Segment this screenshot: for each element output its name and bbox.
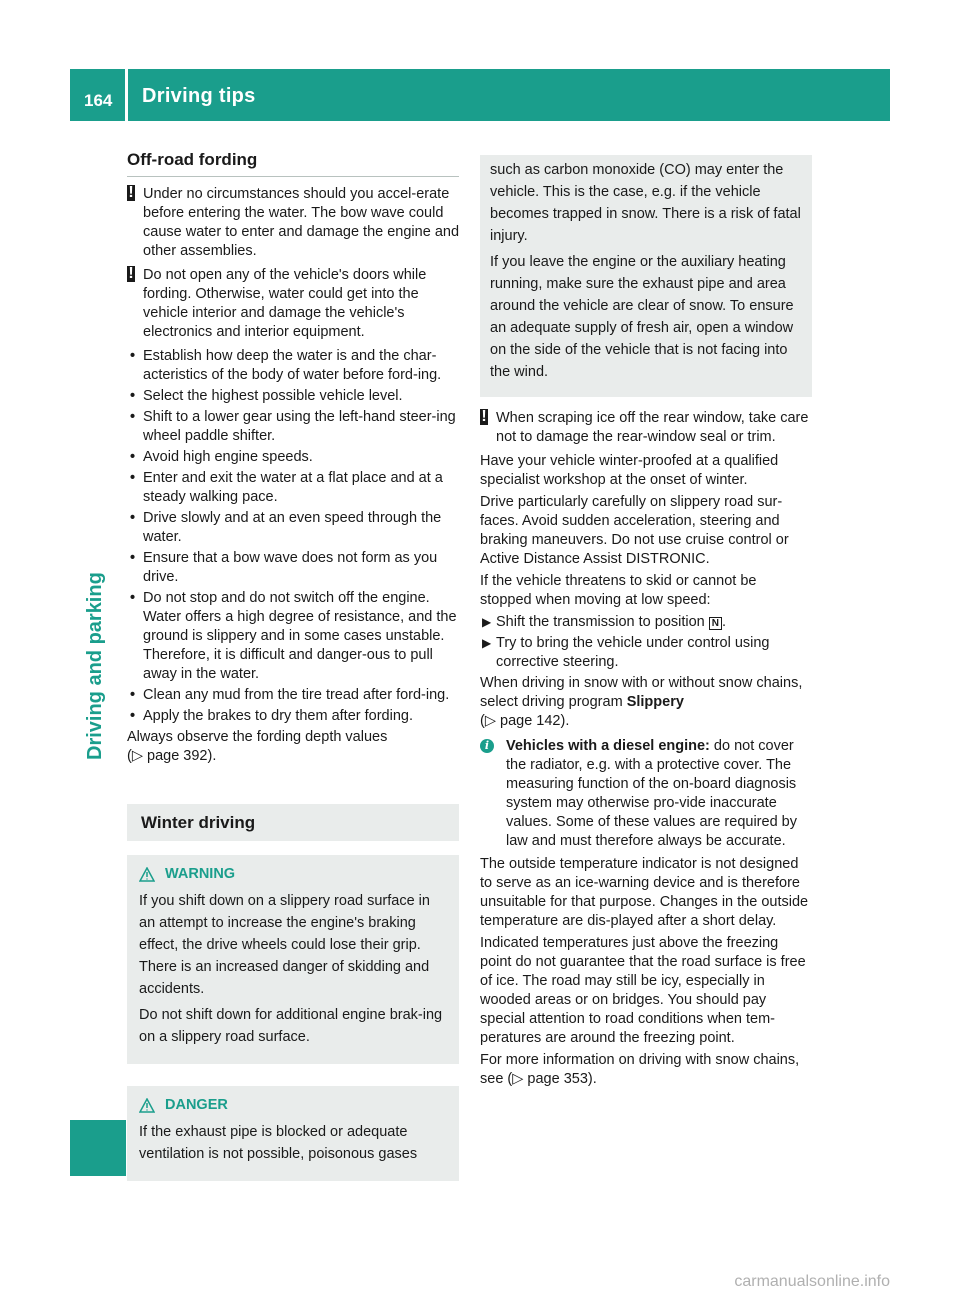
note-item: ! Under no circumstances should you accel-erate before entering the water. The bow wave could cause water to enter and damage the engine and other assemblies. [128,184,460,259]
side-tab-block [70,1120,126,1176]
exclamation-icon: ! [128,265,134,282]
step-item: ▶ Shift the transmission to position N . [482,614,727,630]
right-column [480,155,812,1092]
page-reference-link[interactable]: (▷ page 392). [127,748,217,764]
chapter-title: Driving tips [142,85,256,107]
arrow-icon: ▶ [482,636,492,650]
note-item: ! Do not open any of the vehicle's doors while fording. Otherwise, water could get into the vehicle interior and damage the vehicle's electronics and interior equipment. [128,265,427,340]
gear-n-symbol: N [709,617,722,630]
info-note: i Vehicles with a diesel engine: do not cover the radiator, e.g. with a protective cover. The measuring function of the on-board diagnosis system may otherwise pro-vide inaccurate values. Some of these values are required by law and must therefore always be accurate. [480,737,812,851]
list-item: • Apply the brakes to dry them after fording. [127,707,459,726]
warning-box [127,855,459,1064]
list-item: • Avoid high engine speeds. [127,448,459,467]
watermark: carmanualsonline.info [734,1273,890,1290]
exclamation-icon: ! [481,408,487,425]
paragraph: Drive particularly carefully on slippery road sur-faces. Avoid sudden acceleration, steering and braking maneuvers. Do not use cruise control or Active Distance Assist DISTRONIC. [480,494,789,567]
list-item: • Select the highest possible vehicle level. [127,387,459,406]
list-item: • Ensure that a bow wave does not form as you drive. [127,549,459,587]
section-heading-off-road: Off-road fording [127,150,459,177]
paragraph: If the vehicle threatens to skid or cannot be stopped when moving at low speed: [480,573,757,608]
paragraph: Indicated temperatures just above the freezing point do not guarantee that the road surface is free of ice. The road may still be icy, especially in wooded areas or on bridges. You should pay special attention to road conditions when tem-peratures are around the freezing point. [480,935,806,1046]
observe-text: Always observe the fording depth values (▷ page 392). [127,729,388,764]
warning-triangle-icon [139,1098,155,1113]
list-item: • Drive slowly and at an even speed through the water. [127,509,459,547]
exclamation-icon: ! [128,184,134,201]
warning-triangle-icon [139,867,155,882]
page-number: 164 [84,91,113,110]
header-divider [125,69,128,121]
list-item: • Clean any mud from the tire tread after ford-ing. [127,686,459,705]
danger-box [127,1086,459,1181]
warning-paragraph: If you shift down on a slippery road surface in an attempt to increase the engine's braking effect, the drive wheels could lose their grip. There is an increased danger of skidding and accidents. [139,893,430,997]
paragraph: The outside temperature indicator is not designed to serve as an ice-warning device and is therefore unsuitable for that purpose. Changes in the outside temperature are dis-played after a short delay. [480,856,809,929]
warning-title: WARNING [139,865,447,884]
warning-paragraph: Do not shift down for additional engine brak-ing on a slippery road surface. [139,1007,443,1045]
list-item: • Enter and exit the water at a flat place and at a steady walking pace. [127,469,459,507]
danger-paragraph: If you leave the engine or the auxiliary heating running, make sure the exhaust pipe and area around the vehicle are clear of snow. To ensure an adequate supply of fresh air, open a window on the side of the vehicle that is not facing into the wind. [490,254,794,380]
side-tab-label: Driving and parking [84,572,106,760]
list-item: • Do not stop and do not switch off the engine. Water offers a high degree of resistance, and the ground is slippery and in some cases unstable. Therefore, it is difficult and danger-ous to pull away in the water. [127,589,459,684]
page-reference-link[interactable]: (▷ page 142). [480,713,570,729]
section-heading-winter: Winter driving [127,804,459,841]
step-item: ▶ Try to bring the vehicle under control using corrective steering. [482,635,770,670]
arrow-icon: ▶ [482,615,492,629]
info-icon: i [480,739,494,753]
left-column [127,150,459,1203]
list-item: • Shift to a lower gear using the left-hand steer-ing wheel paddle shifter. [127,408,459,446]
paragraph: Have your vehicle winter-proofed at a qualified specialist workshop at the onset of winter. [480,453,779,488]
danger-paragraph: such as carbon monoxide (CO) may enter the vehicle. This is the case, e.g. if the vehicle becomes trapped in snow. There is a risk of fatal injury. [490,162,801,244]
danger-paragraph: If the exhaust pipe is blocked or adequate ventilation is not possible, poisonous gases [139,1124,418,1162]
danger-box-continued [480,155,812,397]
paragraph: When driving in snow with or without snow chains, select driving program Slippery (▷ page 142). [480,675,803,729]
list-item: • Establish how deep the water is and the char-acteristics of the body of water before ford-ing. [127,347,459,385]
note-item: ! When scraping ice off the rear window, take care not to damage the rear-window seal or trim. [481,408,809,445]
paragraph: For more information on driving with snow chains, see (▷ page 353). [480,1052,800,1087]
danger-title: DANGER [139,1096,447,1115]
